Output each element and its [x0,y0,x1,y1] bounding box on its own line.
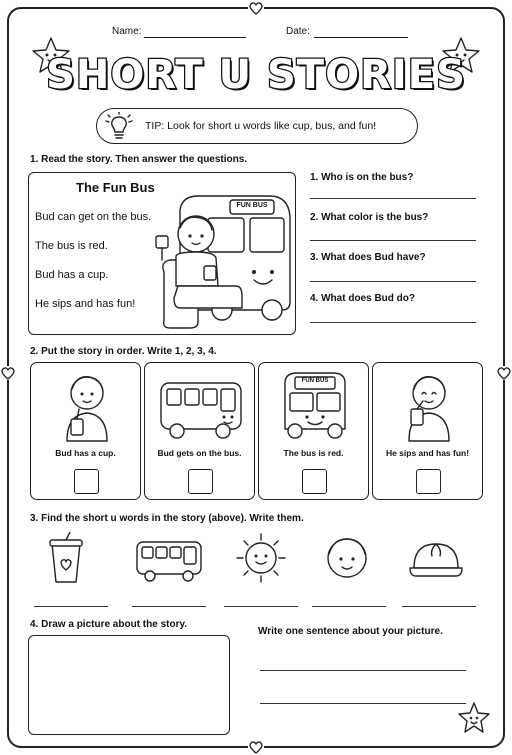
star-icon [456,700,492,736]
word-line-5[interactable] [402,606,476,607]
bun-icon [408,538,464,580]
story-card-1 [30,362,141,500]
section4-heading: 4. Draw a picture about the story. [30,619,188,630]
order-box[interactable] [74,469,99,494]
answer-line-1[interactable] [310,198,476,199]
word-line-1[interactable] [34,606,108,607]
story-card-4 [372,362,483,500]
name-label: Name: [112,26,142,37]
story-line: He sips and has fun! [35,298,136,310]
section2-heading: 2. Put the story in order. Write 1, 2, 3, 4. [30,346,217,357]
answer-line-3[interactable] [310,281,476,282]
word-line-4[interactable] [312,606,386,607]
card-caption: The bus is red. [283,448,344,458]
story-card-2 [144,362,255,500]
date-label: Date: [286,26,310,37]
boy-on-bus-illustration [150,186,294,332]
section1-heading: 1. Read the story. Then answer the questions. [30,154,248,165]
card-caption: Bud has a cup. [55,448,116,458]
answer-line-2[interactable] [310,240,476,241]
question-4: 4. What does Bud do? [310,293,415,304]
drawing-box[interactable] [28,635,230,735]
lightbulb-icon [103,112,135,142]
bus-sign: FUN BUS [301,378,329,384]
heart-icon [248,740,264,754]
question-2: 2. What color is the bus? [310,212,429,223]
card-caption: Bud gets on the bus. [157,448,242,458]
sentence-prompt: Write one sentence about your picture. [258,626,443,637]
story-line: Bud can get on the bus. [35,211,152,223]
name-line[interactable] [144,37,246,38]
word-line-2[interactable] [132,606,206,607]
story-line: Bud has a cup. [35,269,109,281]
sentence-line-1[interactable] [260,670,466,671]
bus-sign: FUN BUS [236,202,268,209]
heart-icon [0,366,16,380]
cup-icon [48,532,84,584]
order-box[interactable] [302,469,327,494]
answer-line-4[interactable] [310,322,476,323]
boy-face-icon [324,532,370,582]
section3-heading: 3. Find the short u words in the story (above). Write them. [30,513,304,524]
word-line-3[interactable] [224,606,298,607]
sun-icon [235,532,287,584]
date-line[interactable] [314,37,408,38]
story-title: The Fun Bus [76,180,155,195]
sentence-line-2[interactable] [260,703,466,704]
tip-text: TIP: Look for short u words like cup, bus, and fun! [145,120,377,132]
heart-icon [496,366,512,380]
page-title: SHORT U STORIES [46,52,466,98]
order-box[interactable] [188,469,213,494]
bus-icon [134,538,204,584]
order-box[interactable] [416,469,441,494]
bus-icon [157,375,245,441]
question-3: 3. What does Bud have? [310,252,426,263]
boy-sipping-icon [401,369,457,445]
heart-icon [248,1,264,15]
card-caption: He sips and has fun! [385,448,470,458]
tip-box [96,108,418,144]
question-1: 1. Who is on the bus? [310,172,414,183]
story-line: The bus is red. [35,240,108,252]
boy-with-cup-icon [59,369,115,445]
story-card-3 [258,362,369,500]
